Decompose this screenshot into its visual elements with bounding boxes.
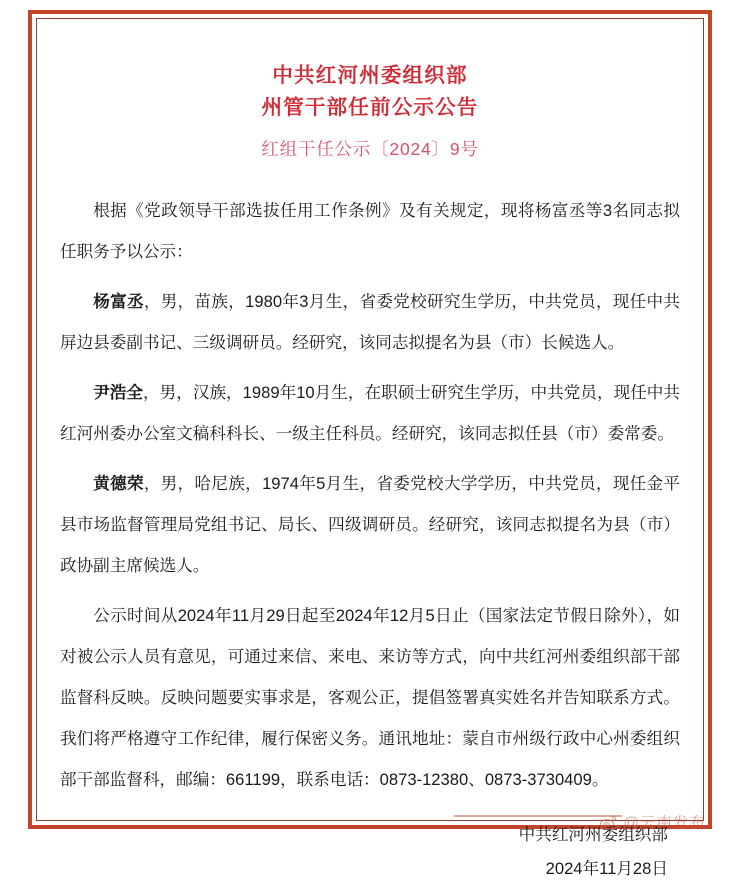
candidate-name-3: 黄德荣 [93, 474, 144, 493]
candidate-details-3: ，男，哈尼族，1974年5月生，省委党校大学学历，中共党员，现任金平县市场监督管理局党组书记、局长、四级调研员。经研究，该同志拟提名为县（市）政协副主席候选人。 [60, 474, 680, 575]
document-number: 红组干任公示〔2024〕9号 [261, 139, 479, 159]
page-title-line-2: 州管干部任前公示公告 [261, 96, 479, 119]
document-body [60, 190, 680, 800]
watermark-handle: @云南发布 [623, 815, 706, 832]
notice-paragraph: 公示时间从2024年11月29日起至2024年12月5日止（国家法定节假日除外），如对被公示人员有意见，可通过来信、来电、来访等方式，向中共红河州委组织部干部监督科反映。反映问题要实事求是，客观公正，提倡签署真实姓名并告知联系方式。我们将严格遵守工作纪律，履行保密义务。通讯地址：蒙自市州级行政中心州委组织部干部监督科，邮编：661199，联系电话：0873-12380、0873-3730409。 [60, 606, 680, 789]
signature-block [60, 818, 680, 886]
candidate-details-1: ，男，苗族，1980年3月生，省委党校研究生学历，中共党员，现任中共屏边县委副书记、三级调研员。经研究，该同志拟提名为县（市）长候选人。 [60, 292, 680, 352]
signature-date: 2024年11月28日 [545, 859, 668, 878]
candidate-name-2: 尹浩全 [93, 383, 144, 402]
signature-issuer: 中共红河州委组织部 [518, 825, 668, 844]
candidate-paragraph-2 [60, 372, 680, 454]
watermark-rule [454, 815, 622, 817]
candidate-name-1: 杨富丞 [93, 292, 144, 311]
intro-paragraph: 根据《党政领导干部选拔任用工作条例》及有关规定，现将杨富丞等3名同志拟任职务予以公示： [60, 201, 680, 261]
candidate-paragraph-1 [60, 281, 680, 363]
page-title-line-1: 中共红河州委组织部 [272, 64, 468, 87]
candidate-details-2: ，男，汉族，1989年10月生，在职硕士研究生学历，中共党员，现任中共红河州委办公室文稿科科长、一级主任科员。经研究，该同志拟任县（市）委常委。 [60, 383, 681, 443]
document-header [60, 60, 680, 164]
candidate-paragraph-3 [60, 463, 680, 586]
